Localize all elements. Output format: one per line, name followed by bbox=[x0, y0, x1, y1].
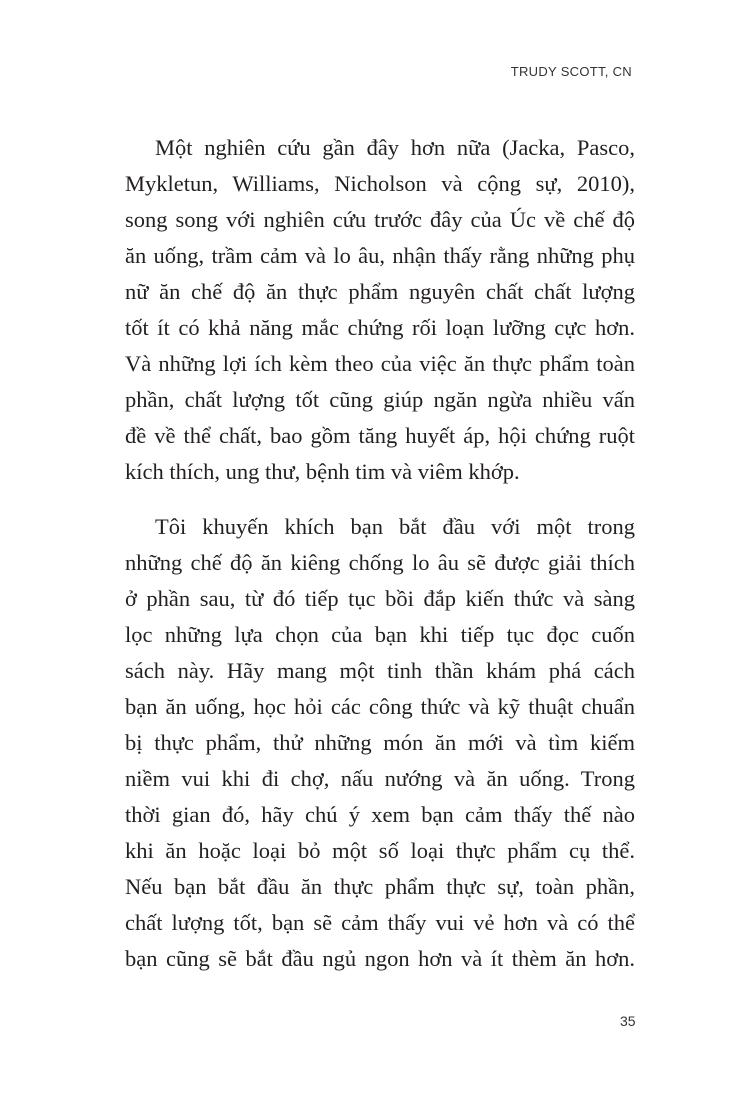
text-line: chất lượng tốt, bạn sẽ cảm thấy vui vẻ hơn và có thể bbox=[125, 910, 635, 935]
text-line: khi ăn hoặc loại bỏ một số loại thực phẩm cụ thể. bbox=[125, 838, 635, 863]
text-line: sách này. Hãy mang một tinh thần khám phá cách bbox=[125, 658, 635, 683]
text-line: ăn uống, trầm cảm và lo âu, nhận thấy rằng những phụ bbox=[125, 243, 635, 268]
text-line: những chế độ ăn kiêng chống lo âu sẽ được giải thích bbox=[125, 550, 635, 575]
text-line: Một nghiên cứu gần đây hơn nữa (Jacka, Pasco, bbox=[155, 135, 635, 160]
text-line: song song với nghiên cứu trước đây của Úc về chế độ bbox=[125, 207, 635, 232]
page-number: 35 bbox=[620, 1013, 636, 1029]
text-line: bạn cũng sẽ bắt đầu ngủ ngon hơn và ít thèm ăn hơn. bbox=[125, 946, 635, 971]
text-line: Tôi khuyến khích bạn bắt đầu với một trong bbox=[155, 514, 635, 539]
text-line: bị thực phẩm, thử những món ăn mới và tìm kiếm bbox=[125, 730, 635, 755]
text-line: Và những lợi ích kèm theo của việc ăn thực phẩm toàn bbox=[125, 351, 635, 376]
text-line: niềm vui khi đi chợ, nấu nướng và ăn uống. Trong bbox=[125, 766, 635, 791]
text-line: tốt ít có khả năng mắc chứng rối loạn lưỡng cực hơn. bbox=[125, 315, 635, 340]
text-line: nữ ăn chế độ ăn thực phẩm nguyên chất chất lượng bbox=[125, 279, 635, 304]
text-line: lọc những lựa chọn của bạn khi tiếp tục đọc cuốn bbox=[125, 622, 635, 647]
paragraph-1 bbox=[125, 130, 635, 490]
text-line: kích thích, ung thư, bệnh tim và viêm khớp. bbox=[125, 459, 520, 484]
running-head: TRUDY SCOTT, CN bbox=[510, 64, 632, 79]
text-line: thời gian đó, hãy chú ý xem bạn cảm thấy thế nào bbox=[125, 802, 635, 827]
paragraph-2 bbox=[125, 509, 635, 977]
text-line: đề về thể chất, bao gồm tăng huyết áp, hội chứng ruột bbox=[125, 423, 635, 448]
text-line: phần, chất lượng tốt cũng giúp ngăn ngừa nhiều vấn bbox=[125, 387, 635, 412]
text-line: Mykletun, Williams, Nicholson và cộng sự, 2010), bbox=[125, 171, 635, 196]
text-line: ở phần sau, từ đó tiếp tục bồi đắp kiến thức và sàng bbox=[125, 586, 635, 611]
text-line: bạn ăn uống, học hỏi các công thức và kỹ thuật chuẩn bbox=[125, 694, 635, 719]
text-line: Nếu bạn bắt đầu ăn thực phẩm thực sự, toàn phần, bbox=[125, 874, 635, 899]
